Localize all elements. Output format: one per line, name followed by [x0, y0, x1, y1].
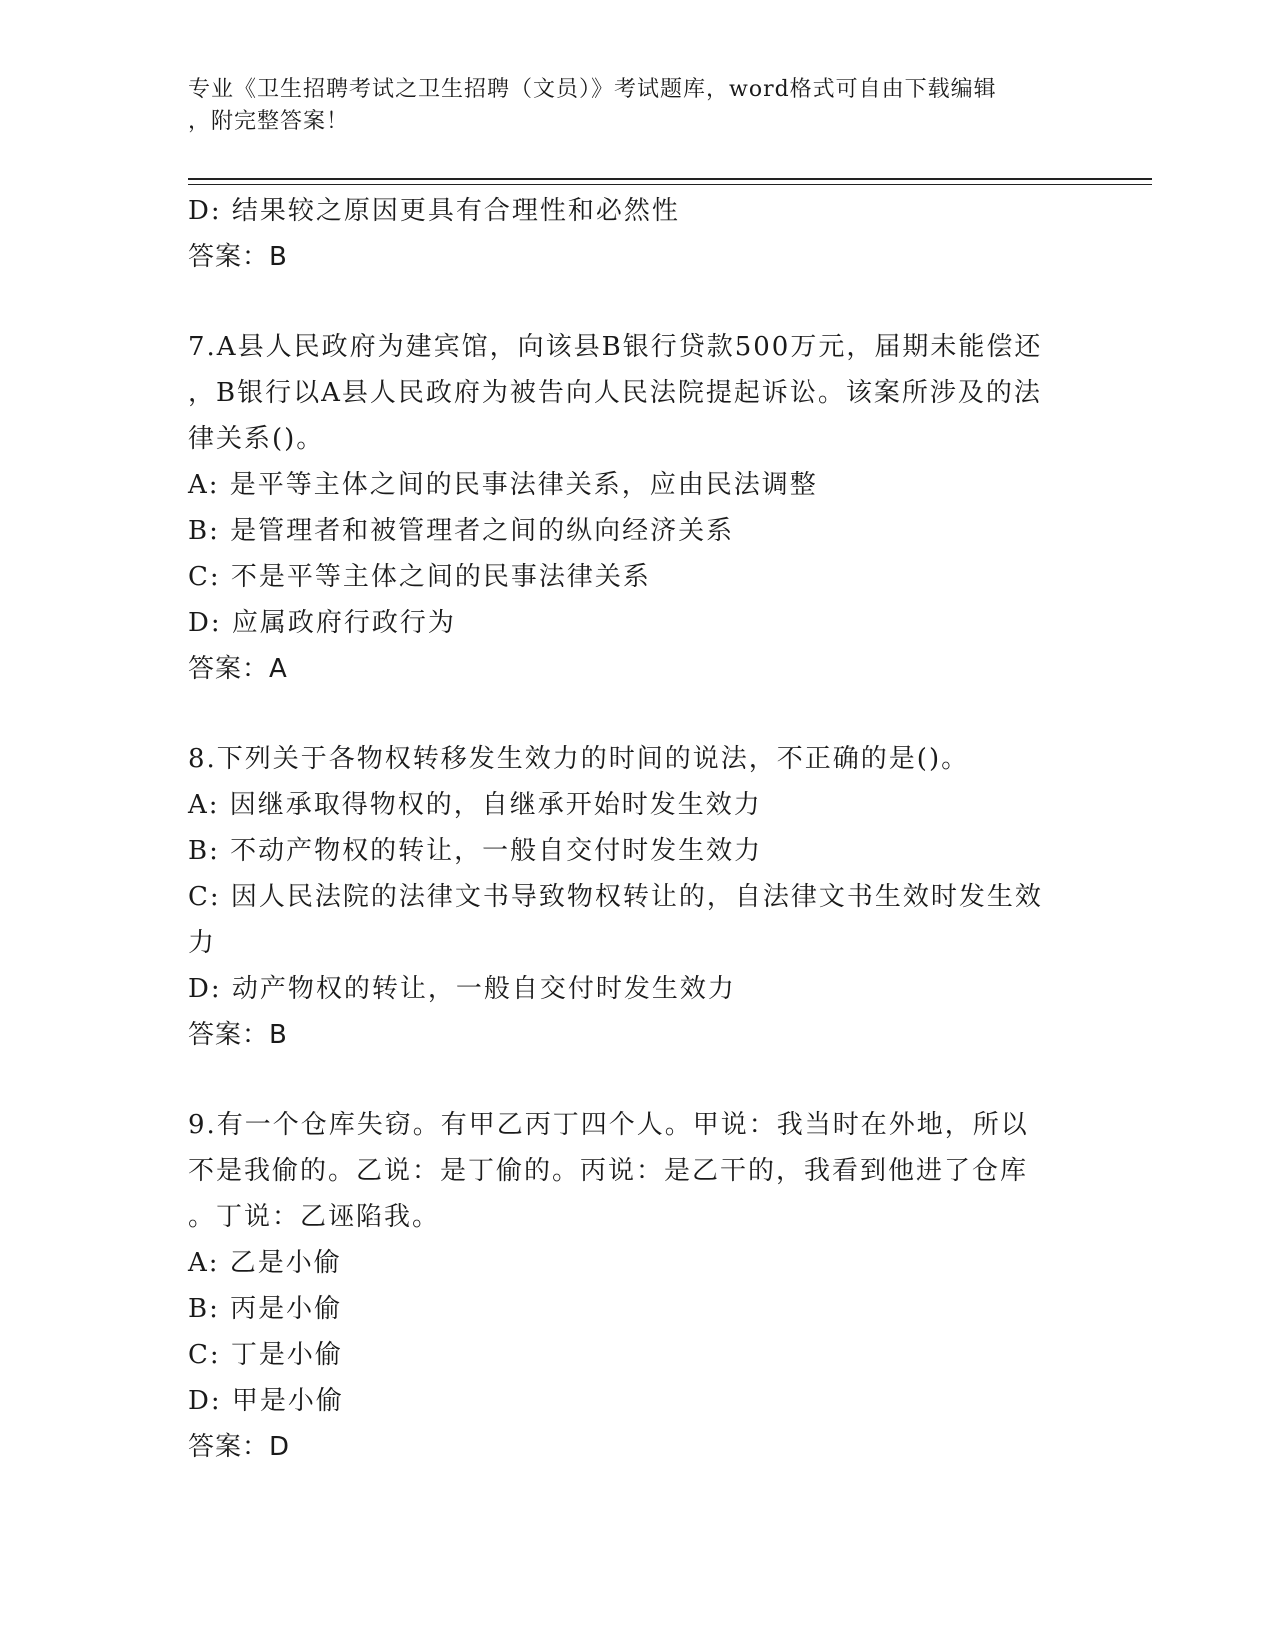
- option-c: C: 因人民法院的法律文书导致物权转让的，自法律文书生效时发生效: [188, 882, 1043, 912]
- header-divider: [188, 178, 1152, 185]
- question-stem-line: ，B银行以A县人民政府为被告向人民法院提起诉讼。该案所涉及的法: [188, 378, 1042, 408]
- option-d: D: 甲是小偷: [188, 1386, 344, 1416]
- option-b: B: 不动产物权的转让，一般自交付时发生效力: [188, 836, 763, 866]
- question-stem-line: 8.下列关于各物权转移发生效力的时间的说法，不正确的是()。: [188, 744, 970, 774]
- header-line-1: 专业《卫生招聘考试之卫生招聘（文员）》考试题库，word格式可自由下载编辑: [188, 77, 997, 102]
- question-7: [188, 324, 1088, 692]
- answer: 答案：D: [188, 1432, 291, 1462]
- option-b: B: 是管理者和被管理者之间的纵向经济关系: [188, 516, 735, 546]
- option-a: A: 是平等主体之间的民事法律关系，应由民法调整: [188, 470, 818, 500]
- option-c: C: 不是平等主体之间的民事法律关系: [188, 562, 651, 592]
- question-stem-line: 不是我偷的。乙说：是丁偷的。丙说：是乙干的，我看到他进了仓库: [188, 1156, 1029, 1186]
- option-a: A: 因继承取得物权的，自继承开始时发生效力: [188, 790, 762, 820]
- document-header: [188, 74, 1068, 138]
- option-b: B: 丙是小偷: [188, 1294, 343, 1324]
- question-6-tail: [188, 188, 1088, 280]
- answer: 答案：B: [188, 1020, 288, 1050]
- question-stem-line: 律关系()。: [188, 424, 325, 454]
- answer: 答案：A: [188, 654, 288, 684]
- question-stem-line: 7.A县人民政府为建宾馆，向该县B银行贷款500万元，届期未能偿还: [188, 332, 1043, 362]
- option-c-continued: 力: [188, 928, 217, 958]
- question-list: [188, 188, 1088, 1470]
- question-stem-line: 。丁说：乙诬陷我。: [188, 1202, 441, 1232]
- option-d: D: 结果较之原因更具有合理性和必然性: [188, 196, 680, 226]
- question-9: [188, 1102, 1088, 1470]
- option-d: D: 动产物权的转让，一般自交付时发生效力: [188, 974, 736, 1004]
- question-stem-line: 9.有一个仓库失窃。有甲乙丙丁四个人。甲说：我当时在外地，所以: [188, 1110, 1029, 1140]
- question-8: [188, 736, 1088, 1058]
- option-c: C: 丁是小偷: [188, 1340, 343, 1370]
- option-a: A: 乙是小偷: [188, 1248, 342, 1278]
- answer: 答案：B: [188, 242, 288, 272]
- option-d: D: 应属政府行政行为: [188, 608, 456, 638]
- header-line-2: ，附完整答案！: [188, 109, 350, 134]
